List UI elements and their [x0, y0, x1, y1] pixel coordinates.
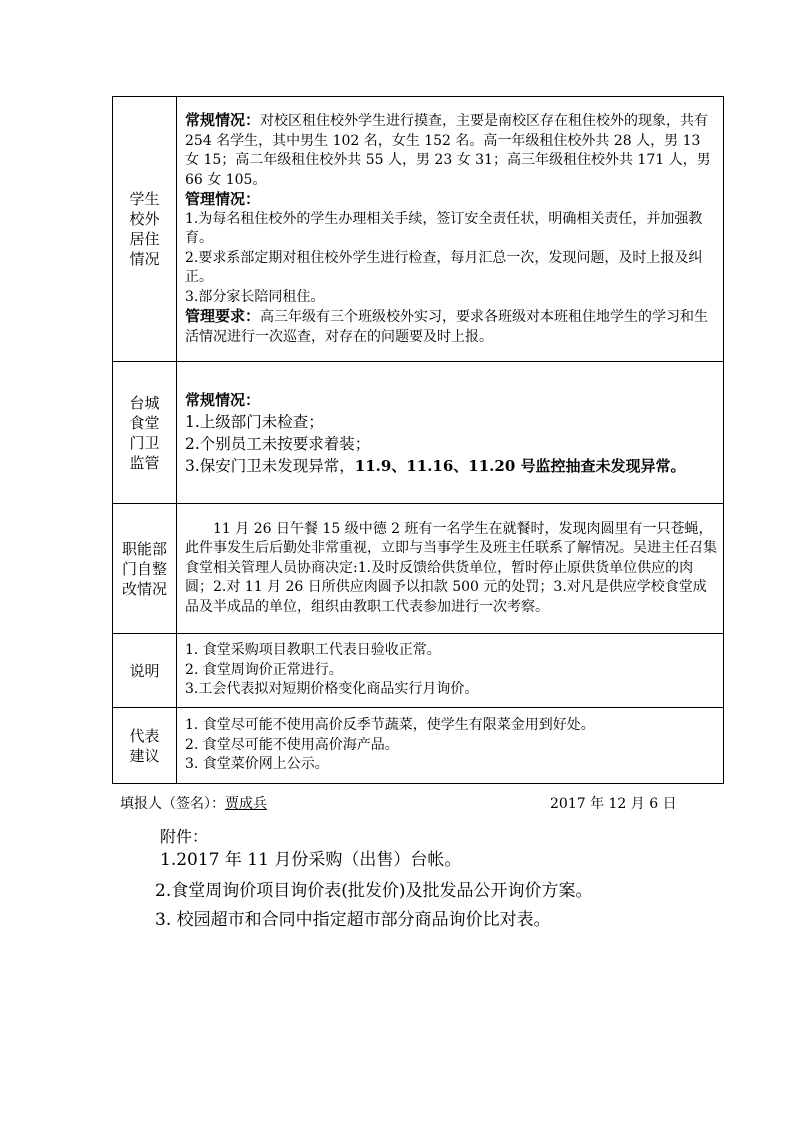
- requirement-heading: 管理要求：: [185, 307, 261, 325]
- row-label: [113, 97, 177, 362]
- label-line: 监管: [129, 453, 160, 472]
- management-item: 1.为每名租住校外的学生办理相关手续，签订安全责任状，明确相关责任，并加强教育。: [185, 210, 703, 246]
- row-offcampus-housing: [113, 97, 724, 362]
- label-line: 改情况: [121, 579, 167, 598]
- label-line: 情况: [129, 250, 160, 268]
- requirement-paragraph: [185, 307, 717, 347]
- row-label: [113, 634, 177, 708]
- list-item: 1. 食堂尽可能不使用高价反季节蔬菜，使学生有限菜金用到好处。: [185, 717, 595, 734]
- attachment-item: 3. 校园超市和合同中指定超市部分商品询价比对表。: [155, 910, 551, 930]
- label-line: 学生: [129, 190, 160, 208]
- management-item: 2.要求系部定期对租住校外学生进行检查，每月汇总一次，发现问题，及时上报及纠正。: [185, 249, 703, 285]
- list-item: 2. 食堂周询价正常进行。: [185, 661, 343, 678]
- label-line: 校外: [129, 210, 160, 228]
- list-item: 3.工会代表拟对短期价格变化商品实行月询价。: [185, 681, 479, 698]
- rectification-text: 11 月 26 日午餐 15 级中德 2 班有一名学生在就餐时，发现肉圆里有一只苍蝇，此件事发生后后勤处非常重视，立即与当事学生及班主任联系了解情况。吴进主任召集食堂相关管理人员协商决定:1.及时反馈给供货单位，暂时停止原供货单位供应的肉圆；2.对 11 月 26 日所供应肉圆予以扣款 500 元的处罚；3.对凡是供应学校食堂成品及半成品的单位，组织由教职工代表参加进行一次考察。: [185, 520, 717, 615]
- report-date: 2017 年 12 月 6 日: [550, 796, 677, 812]
- list-item: 2.个别员工未按要求着装；: [185, 434, 371, 453]
- routine-paragraph: [185, 111, 717, 190]
- report-table: [112, 96, 724, 784]
- signer-label: 填报人（签名）：: [120, 796, 225, 812]
- row-label: [113, 708, 177, 784]
- list-item-bold-text: 11.9、11.16、11.20 号监控抽查未发现异常。: [354, 456, 686, 475]
- row-content: [177, 708, 724, 784]
- list-item: 1.上级部门未检查；: [185, 412, 324, 431]
- attachments-title: 附件：: [160, 827, 209, 846]
- label-line: 代表: [129, 726, 160, 745]
- routine-heading: 常规情况：: [185, 111, 261, 129]
- row-rectification: [113, 504, 724, 634]
- row-label: [113, 362, 177, 504]
- label-line: 台城: [129, 393, 160, 412]
- routine-heading: 常规情况：: [185, 390, 261, 409]
- list-item: [185, 455, 717, 477]
- row-content: [177, 634, 724, 708]
- attachment-item: 1.2017 年 11 月份采购（出售）台帐。: [160, 850, 462, 870]
- requirement-text: 高三年级有三个班级校外实习，要求各班级对本班租住地学生的学习和生活情况进行一次巡查，对存在的问题要及时上报。: [185, 309, 709, 345]
- label-line: 食堂: [129, 413, 160, 432]
- list-item: 3. 食堂菜价网上公示。: [185, 756, 329, 773]
- label-line: 说明: [129, 661, 160, 680]
- row-suggestions: [113, 708, 724, 784]
- label-line: 门自整: [121, 559, 167, 578]
- management-item: 3.部分家长陪同租住。: [185, 288, 325, 305]
- label-line: 职能部: [121, 539, 167, 558]
- row-content: [177, 504, 724, 634]
- management-heading: 管理情况：: [185, 190, 261, 208]
- row-content: [177, 362, 724, 504]
- row-label: [113, 504, 177, 634]
- routine-text: 对校区租住校外学生进行摸查，主要是南校区存在租住校外的现象，共有 254 名学生，其中男生 102 名，女生 152 名。高一年级租住校外共 28 人，男 13 女 15；高二年级租住校外共 55 人，男 23 女 31；高三年级租住校外共 171 人，男 66 女 105。: [185, 113, 711, 188]
- signer-name: 贾成兵: [225, 796, 267, 812]
- list-item: 2. 食堂尽可能不使用高价海产品。: [185, 736, 399, 753]
- row-content: [177, 97, 724, 362]
- list-item-text: 3.保安门卫未发现异常，: [185, 456, 355, 475]
- list-item: 1. 食堂采购项目教职工代表日验收正常。: [185, 642, 441, 659]
- label-line: 建议: [129, 746, 160, 765]
- attachment-item: 2.食堂周询价项目询价表(批发价)及批发品公开询价方案。: [155, 881, 593, 901]
- label-line: 居住: [129, 230, 160, 248]
- row-notes: [113, 634, 724, 708]
- label-line: 门卫: [129, 433, 160, 452]
- row-canteen-gate: [113, 362, 724, 504]
- report-footer: [120, 793, 680, 813]
